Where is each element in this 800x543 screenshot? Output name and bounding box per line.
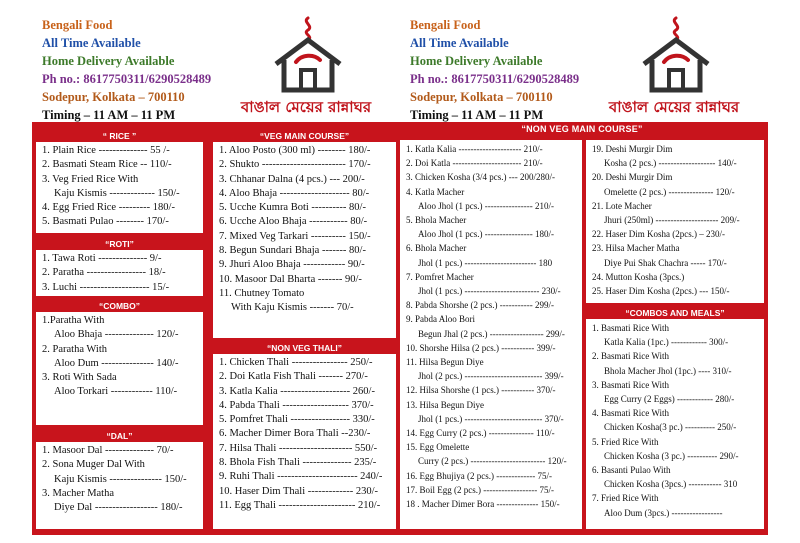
- menu-item: 3. Basmati Rice With: [592, 379, 669, 390]
- menu-card: [32, 10, 768, 535]
- menu-column-4: [586, 140, 764, 529]
- menu-item: 1.Paratha With: [42, 315, 105, 326]
- header-line-address: Sodepur, Kolkata – 700110: [42, 90, 185, 104]
- menu-item: 7. Hilsa Thali --------------------- 550/-: [219, 442, 378, 454]
- section-title: “VEG MAIN COURSE”: [213, 130, 396, 142]
- menu-item: Aloo Jhol (1 pcs.) ---------------- 210/-: [418, 200, 554, 211]
- section-title: “ROTI”: [36, 238, 203, 250]
- menu-item: 1. Chicken Thali ---------------- 250/-: [219, 357, 373, 368]
- menu-item: 4. Katla Macher: [406, 186, 465, 197]
- section-items: [213, 142, 396, 316]
- menu-item: 10. Masoor Dal Bharta ------- 90/-: [219, 273, 362, 285]
- menu-item: 3. Chicken Kosha (3/4 pcs.) --- 200/280/-: [406, 172, 555, 183]
- menu-item: 1. Aloo Posto (300 ml) -------- 180/-: [219, 145, 371, 156]
- header-line-availability: All Time Available: [42, 36, 141, 50]
- menu-item: 2. Basmati Rice With: [592, 351, 669, 362]
- header-line-phone: Ph no.: 8617750311/6290528489: [42, 72, 212, 86]
- menu-item: 2. Doi Katla ----------------------- 210/-: [406, 158, 543, 169]
- house-logo-icon: [636, 14, 716, 94]
- section-dal: [36, 430, 203, 529]
- menu-item: 4. Aloo Bhaja -------------------- 80/-: [219, 187, 370, 199]
- house-logo-icon: [268, 14, 348, 94]
- menu-item: Curry (2 pcs.) ------------------------- 120/-: [418, 456, 567, 467]
- menu-item: Jhol (1 pcs.) -------------------------- 370/-: [418, 413, 564, 424]
- menu-item: Egg Curry (2 Eggs) ------------ 280/-: [604, 394, 735, 405]
- menu-item: 17. Boil Egg (2 pcs.) ------------------ 75/-: [406, 484, 554, 495]
- menu-item: 7. Mixed Veg Tarkari ---------- 150/-: [219, 230, 371, 242]
- section-rice: [36, 130, 203, 233]
- menu-item: Kaju Kismis --------------- 150/-: [54, 473, 187, 485]
- section-title-non-veg-main-course: “NON VEG MAIN COURSE”: [521, 124, 643, 134]
- menu-item: 22. Haser Dim Kosha (2pcs.) – 230/-: [592, 229, 725, 240]
- section-title: “ RICE ”: [36, 130, 203, 142]
- menu-item: 7. Pomfret Macher: [406, 271, 474, 282]
- menu-item: 15. Egg Omelette: [406, 442, 470, 453]
- menu-item: 11. Chutney Tomato: [219, 287, 305, 299]
- header-line-timing: Timing – 11 AM – 11 PM: [410, 108, 544, 122]
- section-roti: [36, 238, 203, 296]
- menu-item: Omelette (2 pcs.) --------------- 120/-: [604, 186, 735, 197]
- menu-item: 14. Egg Curry (2 pcs.) --------------- 110/-: [406, 428, 555, 439]
- section-items: [400, 140, 582, 511]
- menu-item: Jhol (1 pcs.) ------------------------- 230/-: [418, 286, 561, 297]
- menu-item: 9. Ruhi Thali ----------------------- 240/-: [219, 471, 383, 483]
- menu-item: 2. Doi Katla Fish Thali ------- 270/-: [219, 371, 368, 383]
- menu-item: 1. Basmati Rice With: [592, 323, 669, 333]
- section-title: “COMBO”: [36, 300, 203, 312]
- menu-item: Chicken Kosha (3 pc.) ---------- 290/-: [604, 450, 739, 461]
- menu-item: 9. Pabda Aloo Bori: [406, 314, 475, 325]
- menu-item: 1. Plain Rice -------------- 55 /-: [42, 145, 170, 156]
- menu-item: 8. Begun Sundari Bhaja ------- 80/-: [219, 245, 366, 257]
- menu-item: 25. Haser Dim Kosha (2pcs.) --- 150/-: [592, 286, 730, 297]
- menu-item: 2. Basmati Steam Rice -- 110/-: [42, 159, 172, 171]
- menu-item: Kaju Kismis ------------- 150/-: [54, 187, 180, 199]
- menu-item: Katla Kalia (1pc.) ------------ 300/-: [604, 337, 729, 348]
- menu-item: 13. Hilsa Begun Diye: [406, 399, 484, 410]
- section-title: “COMBOS AND MEALS”: [586, 307, 764, 319]
- section-title: “DAL”: [36, 430, 203, 442]
- menu-item: 5. Basmati Pulao -------- 170/-: [42, 216, 169, 228]
- section-items: [36, 250, 203, 295]
- menu-item: 7. Fried Rice With: [592, 493, 659, 504]
- menu-item: 3. Katla Kalia -------------------- 260/-: [219, 385, 375, 397]
- menu-item: 5. Ucche Kumra Boti ---------- 80/-: [219, 202, 366, 214]
- menu-item: Aloo Bhaja -------------- 120/-: [54, 329, 179, 341]
- restaurant-bengali-title: বাঙাল মেয়ের রান্নাঘর: [608, 98, 740, 116]
- menu-item: Jhol (2 pcs.) -------------------------- 399/-: [418, 371, 564, 382]
- menu-item: Aloo Jhol (1 pcs.) ---------------- 180/-: [418, 229, 554, 240]
- menu-item: 5. Fried Rice With: [592, 436, 659, 447]
- restaurant-bengali-title: বাঙাল মেয়ের রান্নাঘর: [240, 98, 372, 116]
- menu-item: 6. Macher Dimer Bora Thali --230/-: [219, 428, 371, 440]
- header-line-timing: Timing – 11 AM – 11 PM: [42, 108, 176, 122]
- menu-item: 2. Paratha ----------------- 18/-: [42, 267, 166, 279]
- menu-item: 3. Roti With Sada: [42, 372, 117, 384]
- menu-item: 1. Masoor Dal -------------- 70/-: [42, 445, 174, 456]
- menu-item: 20. Deshi Murgir Dim: [592, 172, 673, 183]
- header-line-cuisine: Bengali Food: [410, 18, 481, 32]
- menu-item: 4. Pabda Thali ------------------- 370/-: [219, 399, 374, 411]
- menu-item: 3. Chhanar Dalna (4 pcs.) --- 200/-: [219, 173, 365, 185]
- section-combo: [36, 300, 203, 425]
- header-line-phone: Ph no.: 8617750311/6290528489: [410, 72, 580, 86]
- header-line-delivery: Home Delivery Available: [410, 54, 543, 68]
- menu-item: 6. Ucche Aloo Bhaja ----------- 80/-: [219, 216, 368, 228]
- menu-item: 8. Pabda Shorshe (2 pcs.) ----------- 299/-: [406, 300, 554, 311]
- menu-item: 8. Bhola Fish Thali -------------- 235/-: [219, 457, 377, 469]
- section-items: [586, 319, 764, 520]
- section-veg-main-course: [213, 130, 396, 338]
- menu-item: 3. Veg Fried Rice With: [42, 173, 139, 185]
- menu-item: 12. Hilsa Shorshe (1 pcs.) ----------- 370/-: [406, 385, 556, 396]
- menu-item: 3. Macher Matha: [42, 487, 115, 499]
- menu-item: 21. Lote Macher: [592, 200, 652, 211]
- menu-item: 5. Bhola Macher: [406, 215, 467, 226]
- header-right: [400, 10, 768, 122]
- menu-item: 16. Egg Bhujiya (2 pcs.) ------------- 75/-: [406, 470, 552, 481]
- menu-item: 6. Bhola Macher: [406, 243, 467, 254]
- section-title: “NON VEG THALI”: [213, 342, 396, 354]
- section-non-veg-main-left: [400, 140, 582, 529]
- header-line-address: Sodepur, Kolkata – 700110: [410, 90, 553, 104]
- menu-item: 4. Egg Fried Rice --------- 180/-: [42, 202, 175, 214]
- menu-item: 2. Sona Muger Dal With: [42, 459, 145, 471]
- menu-item: 24. Mutton Kosha (3pcs.): [592, 271, 685, 282]
- menu-item: 2. Paratha With: [42, 343, 107, 355]
- menu-item: 2. Shukto ------------------------ 170/-: [219, 159, 371, 171]
- menu-item: Bhola Macher Jhol (1pc.) ---- 310/-: [604, 365, 732, 376]
- menu-item: 11. Hilsa Begun Diye: [406, 357, 484, 368]
- menu-item: 1. Katla Kalia --------------------- 210/-: [406, 144, 543, 154]
- menu-item: Diye Dal ------------------ 180/-: [54, 502, 183, 514]
- menu-item: Chicken Kosha (3pcs.) ----------- 310: [604, 479, 738, 490]
- section-items: [586, 140, 764, 298]
- menu-item: Aloo Torkari ------------ 110/-: [54, 386, 178, 398]
- header-line-availability: All Time Available: [410, 36, 509, 50]
- menu-item: 10. Shorshe Hilsa (2 pcs.) ----------- 399/-: [406, 342, 556, 353]
- section-combos-and-meals: [586, 307, 764, 529]
- menu-item: 3. Luchi -------------------- 15/-: [42, 281, 170, 293]
- menu-item: 10. Haser Dim Thali ------------- 230/-: [219, 485, 378, 497]
- section-items: [36, 142, 203, 230]
- menu-item: Chicken Kosha(3 pc.) ---------- 250/-: [604, 422, 737, 433]
- menu-item: 4. Basmati Rice With: [592, 408, 669, 419]
- menu-item: Aloo Dum --------------- 140/-: [54, 357, 179, 369]
- menu-item: 5. Pomfret Thali ----------------- 330/-: [219, 414, 375, 426]
- section-items: [36, 312, 203, 400]
- menu-item: 1. Tawa Roti -------------- 9/-: [42, 253, 162, 264]
- menu-item: Jhol (1 pcs.) ------------------------ 180: [418, 257, 553, 268]
- menu-column-1: [36, 130, 203, 529]
- menu-column-2: [213, 130, 396, 529]
- section-non-veg-thali: [213, 342, 396, 529]
- menu-item: Begun Jhal (2 pcs.) ------------------ 299/-: [418, 328, 565, 339]
- menu-item: 18 . Macher Dimer Bora -------------- 150/-: [406, 499, 560, 510]
- menu-column-3: [400, 140, 582, 529]
- menu-item: Kosha (2 pcs.) ------------------- 140/-: [604, 158, 737, 169]
- menu-item: 11. Egg Thali ---------------------- 210/-: [219, 499, 381, 511]
- menu-item: With Kaju Kismis ------- 70/-: [231, 302, 354, 314]
- section-non-veg-main-right: [586, 140, 764, 303]
- section-items: [36, 442, 203, 515]
- header-line-cuisine: Bengali Food: [42, 18, 113, 32]
- menu-item: Diye Pui Shak Chachra ----- 170/-: [604, 257, 727, 268]
- menu-item: Jhuri (250ml) --------------------- 209/-: [604, 215, 740, 226]
- menu-item: 6. Basanti Pulao With: [592, 465, 671, 476]
- header-left: [32, 10, 400, 122]
- section-items: [213, 354, 396, 513]
- header-info-left: [42, 16, 211, 124]
- menu-item: 9. Jhuri Aloo Bhaja ------------ 90/-: [219, 259, 365, 271]
- header-line-delivery: Home Delivery Available: [42, 54, 175, 68]
- header-info-right: [410, 16, 579, 124]
- menu-item: 23. Hilsa Macher Matha: [592, 243, 680, 254]
- menu-item: 19. Deshi Murgir Dim: [592, 144, 673, 154]
- menu-item: Aloo Dum (3pcs.) -----------------: [604, 507, 723, 518]
